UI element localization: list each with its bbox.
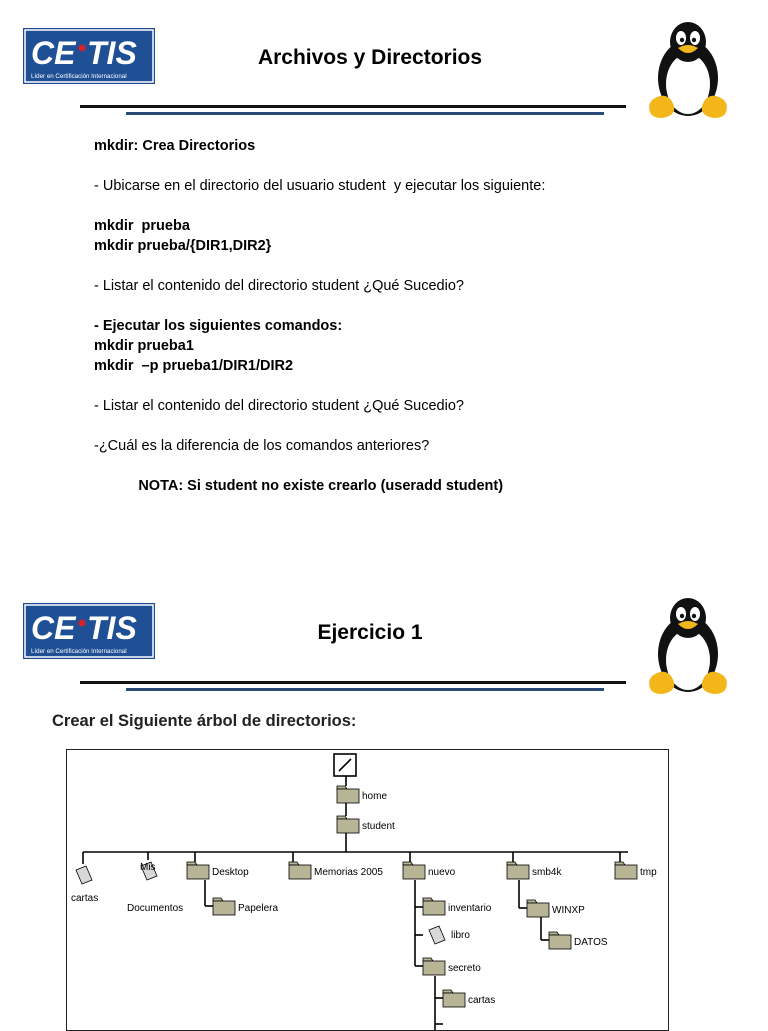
folder-home-label: home [362, 791, 388, 802]
folder-desktop [187, 862, 249, 879]
svg-text:Líder en Certificación Interna: Líder en Certificación Internacional [31, 648, 127, 655]
folder-nuevo-label: nuevo [428, 867, 456, 878]
blank-line [94, 256, 545, 276]
slide-title: Archivos y Directorios [257, 46, 483, 69]
folder-cartas-secreto-label: cartas [468, 995, 496, 1006]
blank-line [94, 416, 545, 436]
folder-memorias-2005-label: Memorias 2005 [314, 867, 383, 878]
folder-icon [549, 935, 571, 949]
folder-icon [423, 961, 445, 975]
tux-penguin-icon [644, 592, 732, 696]
folder-icon [289, 862, 299, 865]
folder-icon [527, 900, 537, 903]
body-line: - Listar el contenido del directorio student ¿Qué Sucedio? [94, 398, 464, 414]
folder-icon [403, 865, 425, 879]
folder-inventario [423, 898, 492, 915]
folder-datos [549, 932, 608, 949]
cetis-logo-graphic [23, 28, 155, 84]
folder-icon [187, 865, 209, 879]
header-divider-blue [126, 688, 604, 691]
folder-icon [403, 862, 413, 865]
node-mis-label: Mis [140, 862, 156, 873]
svg-text:Líder en Certificación Interna: Líder en Certificación Internacional [31, 73, 127, 80]
folder-tmp-label: tmp [640, 867, 657, 878]
folder-student-label: student [362, 821, 395, 832]
folder-icon [337, 819, 359, 833]
slide-title: Ejercicio 1 [317, 621, 423, 644]
body-line: mkdir –p prueba1/DIR1/DIR2 [94, 358, 294, 374]
node-cartas-label: cartas [71, 893, 99, 904]
folder-icon [507, 865, 529, 879]
folder-memorias-2005 [289, 862, 383, 879]
directory-tree-diagram [66, 749, 669, 1031]
document-icon [429, 926, 445, 944]
folder-smb4k [507, 862, 562, 879]
folder-winxp [527, 900, 585, 917]
body-line: - Ubicarse en el directorio del usuario student y ejecutar los siguiente: [94, 178, 546, 194]
folder-icon [443, 993, 465, 1007]
blank-line [94, 376, 545, 396]
tux-penguin-icon [644, 16, 732, 120]
document-icon [76, 866, 92, 884]
folder-icon [337, 816, 347, 819]
blank-line [94, 296, 545, 316]
cetis-logo [23, 603, 155, 659]
folder-winxp-label: WINXP [552, 905, 585, 916]
root-node [334, 754, 356, 776]
slide-body [94, 136, 545, 496]
svg-text:TIS: TIS [87, 610, 137, 646]
body-line: -¿Cuál es la diferencia de los comandos anteriores? [94, 438, 430, 454]
body-line: mkdir prueba/{DIR1,DIR2} [94, 238, 272, 254]
folder-papelera-label: Papelera [238, 903, 279, 914]
header-divider-blue [126, 112, 604, 115]
folder-papelera [213, 898, 278, 915]
body-line: mkdir prueba1 [94, 338, 194, 354]
folder-desktop-label: Desktop [212, 867, 249, 878]
body-line: NOTA: Si student no existe crearlo (useradd student) [94, 478, 504, 494]
folder-icon [443, 990, 453, 993]
folder-icon [423, 958, 433, 961]
cetis-logo-graphic [23, 603, 155, 659]
body-line: mkdir prueba [94, 218, 190, 234]
body-line: - Ejecutar los siguientes comandos: [94, 318, 343, 334]
blank-line [94, 156, 545, 176]
node-libro-label: libro [451, 930, 470, 941]
folder-icon [423, 898, 433, 901]
folder-cartas-secreto [443, 990, 495, 1007]
svg-text:CE: CE [31, 35, 76, 71]
folder-icon [289, 865, 311, 879]
blank-line [94, 196, 545, 216]
folder-icon [213, 901, 235, 915]
folder-icon [337, 786, 347, 789]
folder-icon [527, 903, 549, 917]
folder-icon [423, 901, 445, 915]
folder-icon [549, 932, 559, 935]
directory-tree-svg [67, 750, 668, 1030]
folder-icon [213, 898, 223, 901]
folder-icon [615, 865, 637, 879]
header-divider-black [80, 681, 626, 684]
body-line: mkdir: Crea Directorios [94, 138, 256, 154]
folder-smb4k-label: smb4k [532, 867, 562, 878]
folder-datos-label: DATOS [574, 937, 608, 948]
header-divider-black [80, 105, 626, 108]
blank-line [94, 456, 545, 476]
folder-home [337, 786, 387, 803]
folder-secreto [423, 958, 481, 975]
body-line: - Listar el contenido del directorio student ¿Qué Sucedio? [94, 278, 464, 294]
folder-icon [337, 789, 359, 803]
svg-text:TIS: TIS [87, 35, 137, 71]
folder-icon [615, 862, 625, 865]
folder-nuevo [403, 862, 456, 879]
exercise-instruction: Crear el Siguiente árbol de directorios: [52, 712, 357, 730]
svg-text:CE: CE [31, 610, 76, 646]
folder-secreto-label: secreto [448, 963, 481, 974]
node-documentos-label: Documentos [127, 903, 184, 914]
cetis-logo [23, 28, 155, 84]
folder-inventario-label: inventario [448, 903, 492, 914]
folder-icon [187, 862, 197, 865]
folder-icon [507, 862, 517, 865]
folder-tmp [615, 862, 657, 879]
folder-student [337, 816, 395, 833]
